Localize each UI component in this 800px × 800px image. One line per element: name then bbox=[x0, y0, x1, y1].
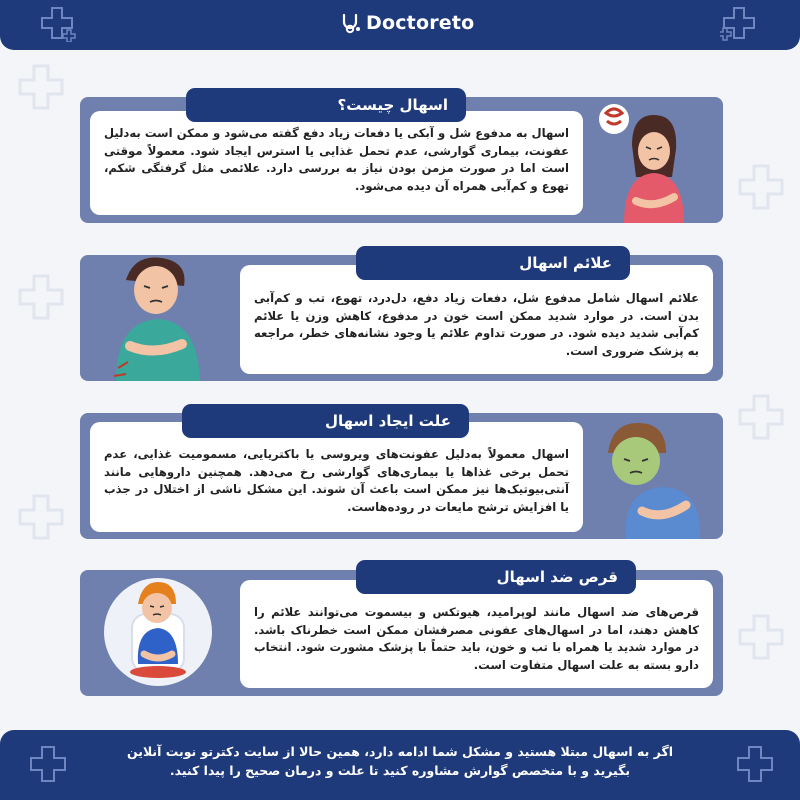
section-title-causes: علت ایجاد اسهال bbox=[182, 404, 469, 438]
brand-logo[interactable] bbox=[340, 12, 474, 34]
section-card-what-is: اسهال به مدفوع شل و آبکی یا دفعات زیاد دفع گفته می‌شود و ممکن است به‌دلیل عفونت، بیماری گوارشی، عدم تحمل غذایی یا استرس ایجاد شود. معمولاً موقتی است اما در صورت مزمن بودن نیاز به بررسی دارد. علائمی مثل گرفتگی شکم، تهوع و کم‌آبی همراه آن دیده می‌شود. bbox=[90, 111, 583, 215]
woman-stomach-ache-illustration bbox=[596, 97, 706, 223]
child-on-toilet-illustration bbox=[102, 574, 214, 690]
sick-child-illustration bbox=[596, 413, 708, 539]
medical-cross-icon bbox=[735, 744, 775, 784]
brand-name: Doctoreto bbox=[366, 12, 475, 34]
section-title-symptoms: علائم اسهال bbox=[356, 246, 630, 280]
section-title-what-is: اسهال چیست؟ bbox=[186, 88, 466, 122]
medical-cross-icon bbox=[28, 744, 68, 784]
section-card-causes: اسهال معمولاً به‌دلیل عفونت‌های ویروسی یا باکتریایی، مسمومیت غذایی، عدم تحمل برخی غذاها یا بیماری‌های گوارشی رخ می‌دهد. همچنین داروهایی مانند آنتی‌بیوتیک‌ها نیز ممکن است باعث آن شوند. این مشکل ناشی از اختلال در جذب یا افزایش ترشح مایعات در روده‌هاست. bbox=[90, 422, 583, 532]
section-card-symptoms: علائم اسهال شامل مدفوع شل، دفعات زیاد دفع، دل‌درد، تهوع، تب و کم‌آبی بدن است. در موارد شدید ممکن است خون در مدفوع، کاهش وزن یا علائم کم‌آبی شدید دیده شود. در صورت تداوم علائم یا وجود نشانه‌های خطر، مراجعه به پزشک ضروری است. bbox=[240, 265, 713, 374]
header-bar bbox=[0, 0, 800, 50]
footer-call-to-action: اگر به اسهال مبتلا هستید و مشکل شما ادامه دارد، همین حالا از سایت دکترتو نوبت آنلاین بگیرید و با متخصص گوارش مشاوره کنید تا علت و درمان صحیح را پیدا کنید. bbox=[127, 744, 673, 778]
medical-cross-icon bbox=[40, 6, 76, 42]
section-card-medication: قرص‌های ضد اسهال مانند لوپرامید، هیوتکس و بیسموت می‌توانند علائم را کاهش دهند، اما در اسهال‌های عفونی مصرفشان ممکن است خطرناک باشد. در موارد شدید یا همراه با تب و خون، باید حتماً با پزشک مشورت شود. انتخاب دارو بسته به علت اسهال متفاوت است. bbox=[240, 580, 713, 688]
medical-cross-icon bbox=[720, 6, 756, 42]
section-title-medication: قرص ضد اسهال bbox=[356, 560, 636, 594]
man-stomach-ache-illustration bbox=[100, 250, 220, 381]
stethoscope-icon bbox=[340, 12, 362, 34]
